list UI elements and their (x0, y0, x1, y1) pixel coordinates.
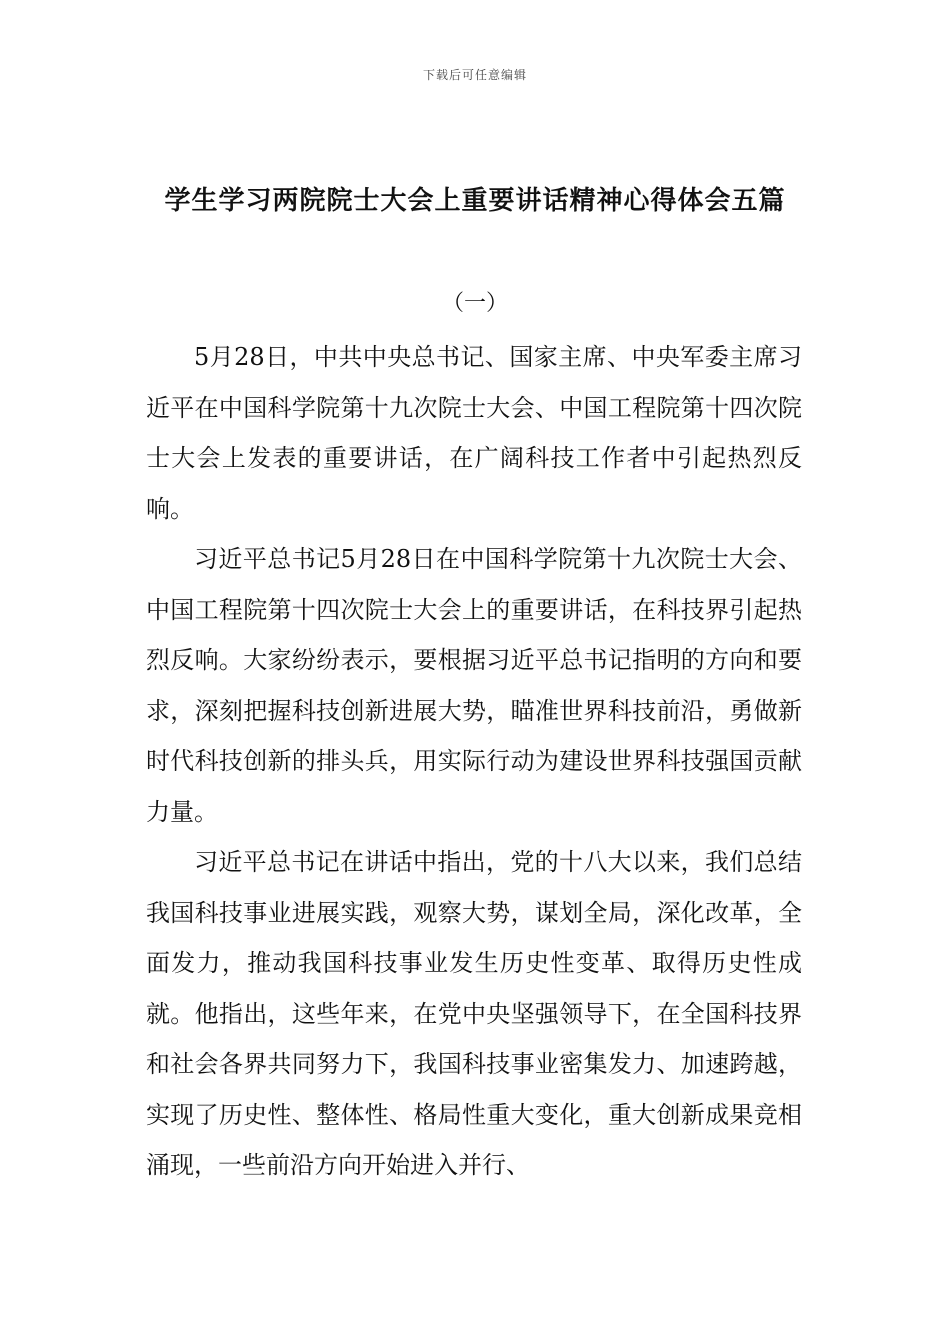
section-marker: （一） (441, 291, 508, 316)
body-text (146, 332, 802, 1191)
paragraph-2: 习近平总书记5月28日在中国科学院第十九次院士大会、中国工程院第十四次院士大会上的重要讲话，在科技界引起热烈反响。大家纷纷表示，要根据习近平总书记指明的方向和要求，深刻把握科技创新进展大势，瞄准世界科技前沿，勇做新时代科技创新的排头兵，用实际行动为建设世界科技强国贡献力量。 (146, 545, 802, 826)
header-note: 下载后可任意编辑 (422, 68, 527, 82)
paragraph-3: 习近平总书记在讲话中指出，党的十八大以来，我们总结我国科技事业进展实践，观察大势，谋划全局，深化改革，全面发力，推动我国科技事业发生历史性变革、取得历史性成就。他指出，这些年来，在党中央坚强领导下，在全国科技界和社会各界共同努力下，我国科技事业密集发力、加速跨越，实现了历史性、整体性、格局性重大变化，重大创新成果竞相涌现，一些前沿方向开始进入并行、 (146, 848, 802, 1179)
paragraph-1: 5月28日，中共中央总书记、国家主席、中央军委主席习近平在中国科学院第十九次院士大会、中国工程院第十四次院士大会上发表的重要讲话，在广阔科技工作者中引起热烈反响。 (146, 343, 802, 523)
document-title: 学生学习两院院士大会上重要讲话精神心得体会五篇 (164, 186, 786, 216)
